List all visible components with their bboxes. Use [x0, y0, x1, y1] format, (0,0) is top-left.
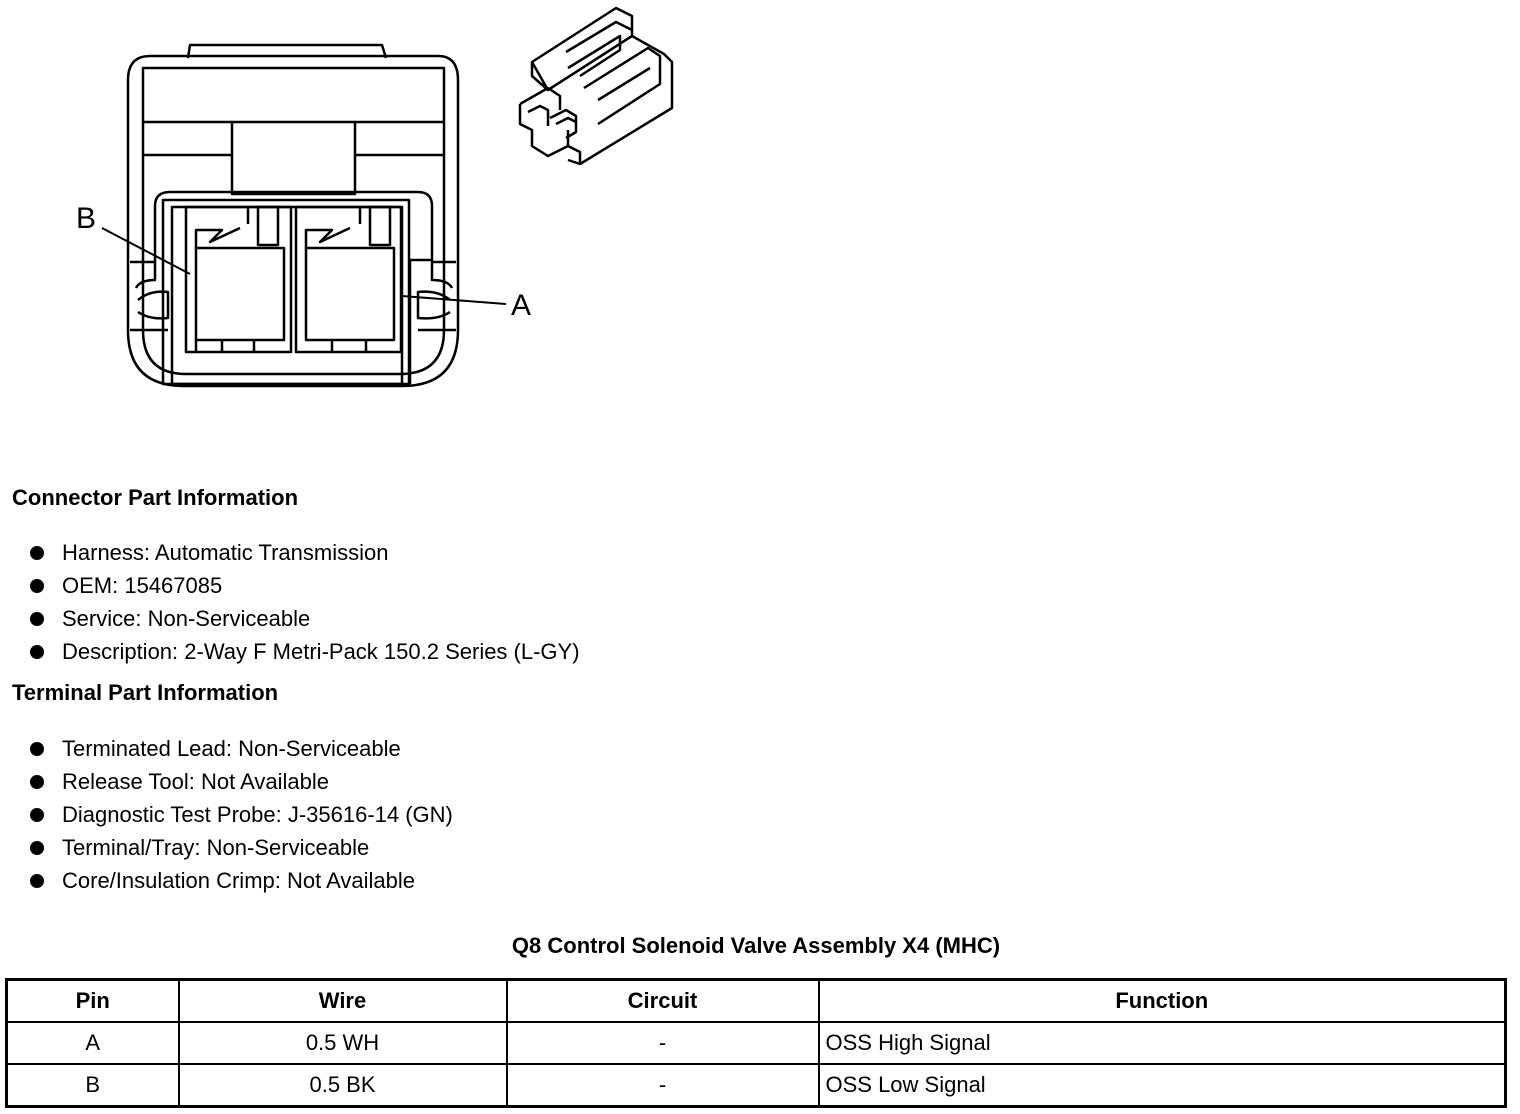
list-item: [30, 602, 580, 635]
callout-a: A: [511, 289, 532, 322]
bullet-icon: [30, 841, 44, 855]
column-header-function: Function: [819, 980, 1506, 1023]
connector-diagram: [0, 0, 700, 400]
list-item-text: OEM: 15467085: [62, 573, 223, 598]
list-item-text: Terminated Lead: Non-Serviceable: [62, 736, 401, 761]
list-item-text: Service: Non-Serviceable: [62, 606, 311, 631]
function-cell: OSS High Signal: [819, 1022, 1506, 1064]
list-item: [30, 569, 580, 602]
bullet-icon: [30, 579, 44, 593]
list-item: [30, 732, 453, 765]
callout-b: B: [76, 202, 97, 235]
column-header-pin: Pin: [7, 980, 179, 1023]
connector-part-list: [30, 536, 580, 668]
table-caption: Q8 Control Solenoid Valve Assembly X4 (MHC): [511, 933, 1001, 958]
connector-part-heading: Connector Part Information: [12, 485, 299, 510]
circuit-cell: -: [507, 1022, 819, 1064]
list-item-text: Terminal/Tray: Non-Serviceable: [62, 835, 370, 860]
list-item-text: Diagnostic Test Probe: J-35616-14 (GN): [62, 802, 453, 827]
list-item-text: Core/Insulation Crimp: Not Available: [62, 868, 415, 893]
bullet-icon: [30, 742, 44, 756]
wire-cell: 0.5 WH: [179, 1022, 507, 1064]
list-item: [30, 536, 580, 569]
list-item: [30, 765, 453, 798]
bullet-icon: [30, 612, 44, 626]
terminal-part-list: [30, 732, 453, 897]
table-header-row: [7, 980, 1506, 1023]
table-row: [7, 1022, 1506, 1064]
list-item: [30, 635, 580, 668]
pin-cell: B: [7, 1064, 179, 1107]
table-row: [7, 1064, 1506, 1107]
pin-cell: A: [7, 1022, 179, 1064]
bullet-icon: [30, 808, 44, 822]
list-item: [30, 864, 453, 897]
column-header-circuit: Circuit: [507, 980, 819, 1023]
bullet-icon: [30, 874, 44, 888]
bullet-icon: [30, 546, 44, 560]
list-item: [30, 831, 453, 864]
wire-cell: 0.5 BK: [179, 1064, 507, 1107]
circuit-cell: -: [507, 1064, 819, 1107]
bullet-icon: [30, 775, 44, 789]
column-header-wire: Wire: [179, 980, 507, 1023]
list-item: [30, 798, 453, 831]
terminal-part-heading: Terminal Part Information: [12, 680, 279, 705]
list-item-text: Harness: Automatic Transmission: [62, 540, 389, 565]
list-item-text: Release Tool: Not Available: [62, 769, 330, 794]
function-cell: OSS Low Signal: [819, 1064, 1506, 1107]
list-item-text: Description: 2-Way F Metri-Pack 150.2 Series (L-GY): [62, 639, 580, 664]
pin-table: [5, 978, 1507, 1108]
bullet-icon: [30, 645, 44, 659]
